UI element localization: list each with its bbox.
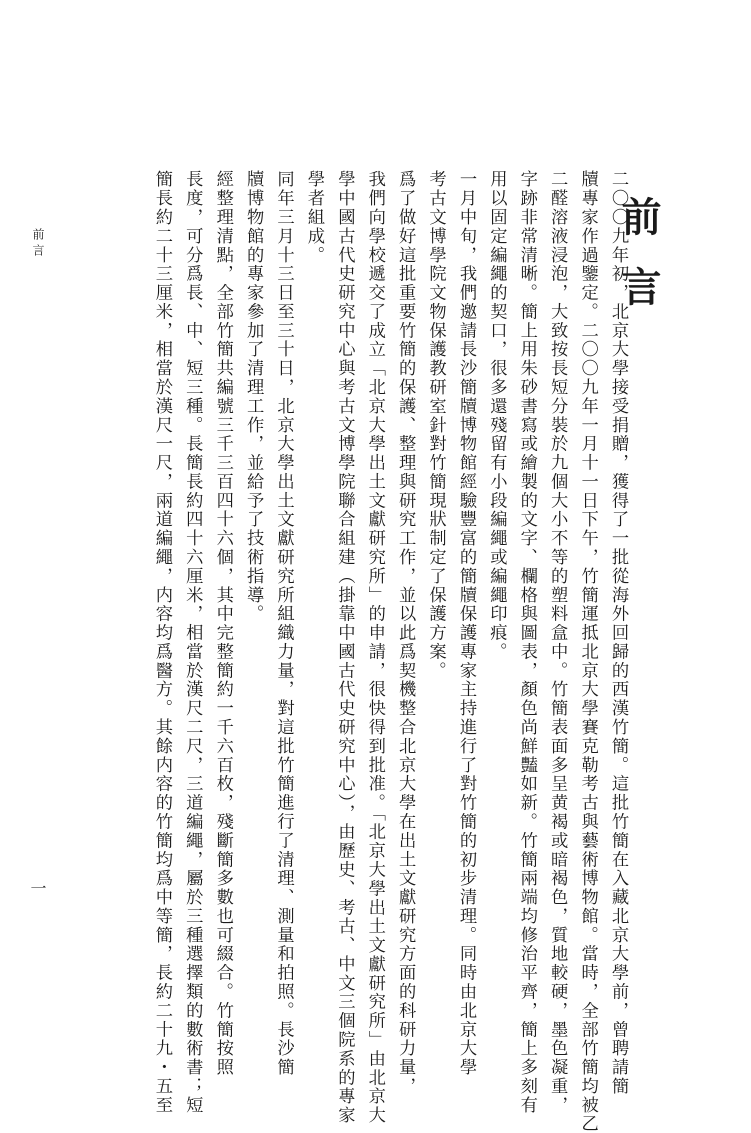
text-column: 學者組成。 bbox=[303, 170, 324, 265]
text-column: 長度，可分爲長、中、短三種。長簡長約四十六厘米，相當於漢尺二尺，三道編繩，屬於三種選擇類的數術書；短 bbox=[182, 170, 203, 1115]
running-head: 前言 bbox=[31, 228, 45, 260]
text-column: 用以固定編繩的契口，很多還殘留有小段編繩或編繩印痕。 bbox=[486, 170, 507, 662]
text-column: 牘專家作過鑒定。二〇〇九年一月十一日下午，竹簡運抵北京大學賽克勒考古與藝術博物館。當時，全部竹簡均被乙 bbox=[577, 170, 598, 1133]
text-column: 二醛溶液浸泡，大致按長短分裝於九個大小不等的塑料盒中。竹簡表面多呈黄褐或暗褐色，質地較硬，墨色凝重， bbox=[547, 170, 568, 1115]
text-column: 經整理清點，全部竹簡共編號三千三百四十六個，其中完整簡約一千六百枚，殘斷簡多數也可綴合。竹簡按照 bbox=[212, 170, 233, 1077]
text-column: 一月中旬，我們邀請長沙簡牘博物館經驗豐富的簡牘保護專家主持進行了對竹簡的初步清理。同時由北京大學 bbox=[455, 170, 476, 1077]
text-column: 同年三月十三日至三十日，北京大學出土文獻研究所組織力量，對這批竹簡進行了清理、測量和拍照。長沙簡 bbox=[273, 170, 294, 1077]
text-column: 字跡非常清晰。簡上用朱砂書寫或繪製的文字、欄格與圖表，顏色尚鮮豔如新。竹簡兩端均修治平齊，簡上多刻有 bbox=[516, 170, 537, 1115]
text-column: 爲了做好這批重要竹簡的保護、整理與研究工作，並以此爲契機整合北京大學在出土文獻研究方面的科研力量， bbox=[395, 170, 416, 1096]
text-column: 考古文博學院文物保護教研室針對竹簡現狀制定了保護方案。 bbox=[425, 170, 446, 681]
page-title: 前言 bbox=[615, 196, 662, 336]
page-number: 一 bbox=[28, 880, 47, 896]
text-column: 二〇〇九年初，北京大學接受捐贈，獲得了一批從海外回歸的西漢竹簡。這批竹簡在入藏北京大學前，曾聘請簡 bbox=[608, 170, 628, 1096]
text-column: 學中國古代史研究中心與考古文博學院聯合組建（掛靠中國古代史研究中心），由歷史、考古、中文三個院系的專家 bbox=[334, 170, 355, 1125]
text-column: 我們向學校遞交了成立「北京大學出土文獻研究所」的申請，很快得到批准。「北京大學出土文獻研究所」由北京大 bbox=[364, 170, 385, 1125]
preface-body bbox=[147, 170, 634, 1133]
text-column: 簡長約二十三厘米，相當於漢尺一尺，兩道編繩，内容均爲醫方。其餘内容的竹簡均爲中等簡，長約二十九・五至 bbox=[151, 170, 172, 1115]
text-column: 牘博物館的專家參加了清理工作，並給予了技術指導。 bbox=[243, 170, 264, 624]
